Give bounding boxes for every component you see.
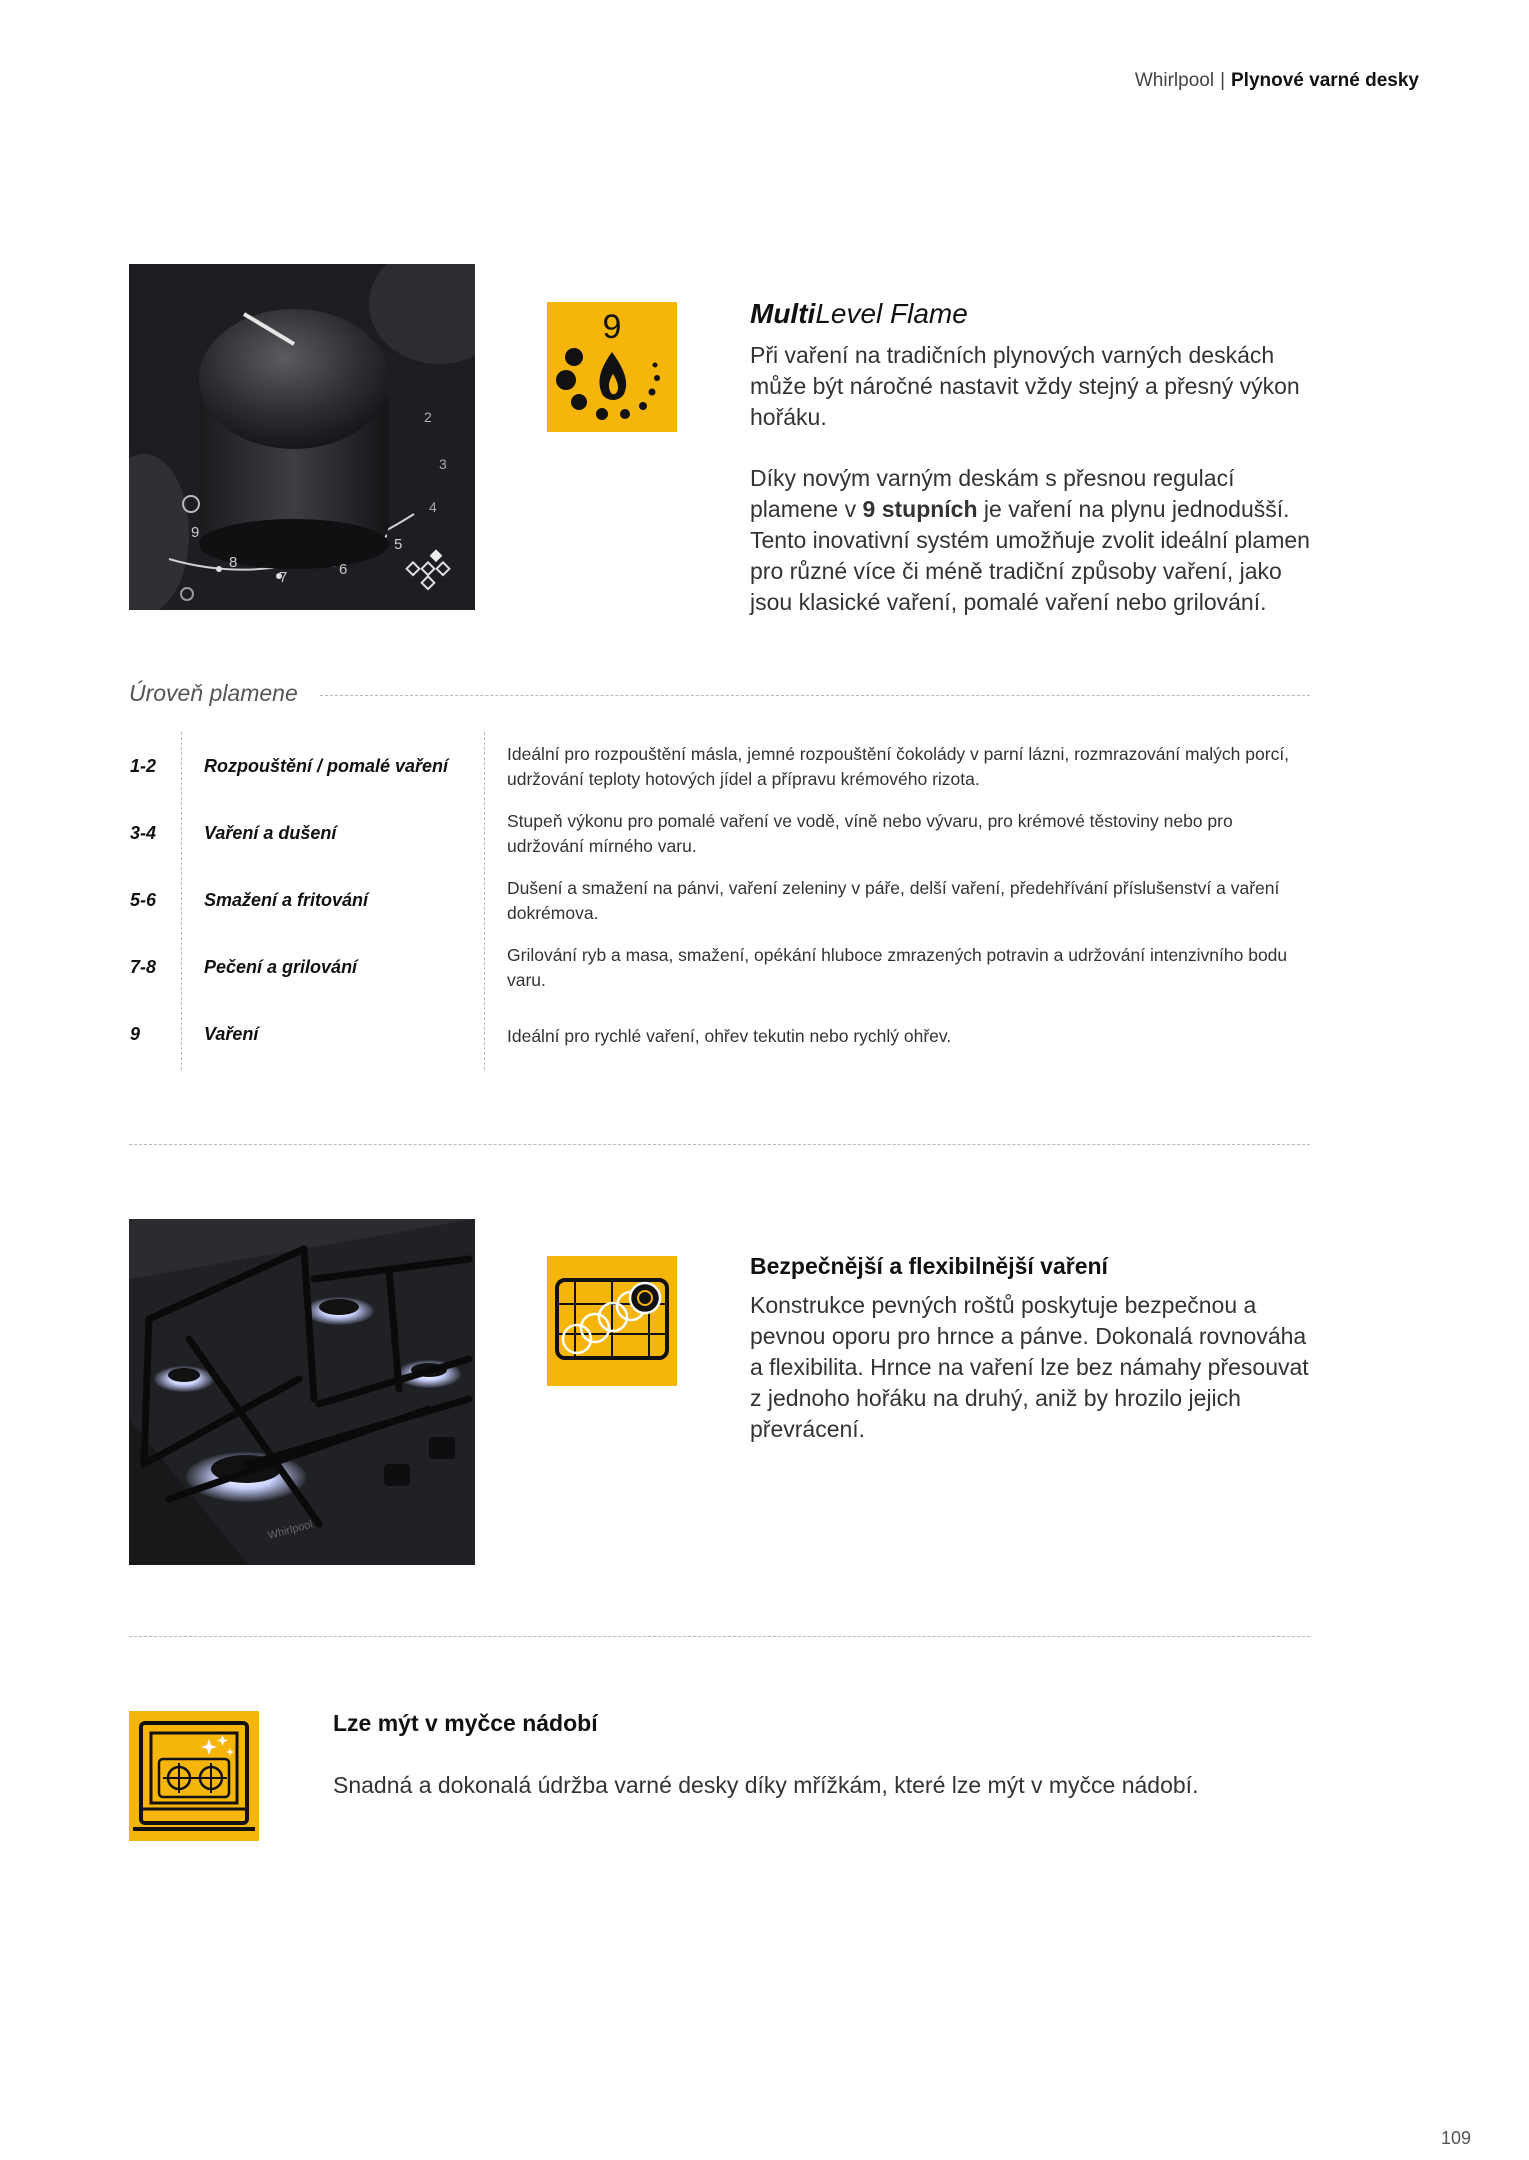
- knob-number-3: 3: [439, 456, 447, 472]
- flame-level-divider: [320, 695, 1310, 696]
- header-section: Plynové varné desky: [1231, 70, 1419, 91]
- multilevel-para2-bold: 9 stupních: [862, 496, 978, 522]
- table-row: [129, 1000, 1309, 1066]
- row-desc: Grilování ryb a masa, smažení, opékání hluboce zmrazených potravin a udržování intenzivního bodu varu.: [507, 945, 1288, 990]
- row-level: 1-2: [130, 756, 157, 776]
- row-desc: Stupeň výkonu pro pomalé vaření ve vodě, víně nebo vývaru, pro krémové těstoviny nebo pro udržování mírného varu.: [507, 811, 1233, 856]
- knob-number-8: 8: [229, 554, 238, 571]
- row-desc: Ideální pro rychlé vaření, ohřev tekutin nebo rychlý ohřev.: [507, 1026, 952, 1046]
- safety-title: Bezpečnější a flexibilnější vaření: [750, 1253, 1108, 1279]
- row-level: 7-8: [130, 957, 157, 977]
- knob-number-6: 6: [339, 561, 348, 578]
- hob-brand-label: Whirlpool: [266, 1518, 315, 1542]
- knob-number-2: 2: [424, 409, 432, 425]
- section-divider: [129, 1144, 1310, 1145]
- page-number: 109: [1440, 2128, 1471, 2148]
- knob-number-4: 4: [429, 499, 437, 515]
- row-name: Smažení a fritování: [204, 890, 369, 910]
- row-level: 9: [130, 1024, 141, 1044]
- row-name: Vaření: [204, 1024, 259, 1044]
- multilevel-para2-before: Díky novým varným deskám s přesnou regulací plamene v: [750, 465, 1235, 522]
- row-level: 3-4: [130, 823, 157, 843]
- knob-number-5: 5: [394, 536, 403, 553]
- row-name: Rozpouštění / pomalé vaření: [204, 756, 449, 776]
- row-desc: Dušení a smažení na pánvi, vaření zeleniny v páře, delší vaření, předehřívání příslušenství a vaření dokrémova.: [507, 878, 1280, 923]
- multilevel-body: [750, 340, 1325, 648]
- table-row: [129, 799, 1309, 865]
- row-name: Vaření a dušení: [204, 823, 337, 843]
- section-divider: [129, 1636, 1310, 1637]
- knob-number-7: 7: [279, 569, 288, 586]
- knob-photo: [129, 264, 475, 610]
- flame-level-9-icon: [547, 302, 677, 432]
- table-row: [129, 933, 1309, 999]
- header-separator: |: [1220, 70, 1225, 91]
- row-level: 5-6: [130, 890, 157, 910]
- running-header: [1135, 70, 1419, 92]
- multilevel-para2: [750, 463, 1325, 618]
- dishwasher-safe-icon: [129, 1711, 259, 1841]
- safety-text: Konstrukce pevných roštů poskytuje bezpečnou a pevnou oporu pro hrnce a pánve. Dokonalá rovnováha a flexibilita. Hrnce na vaření lze bez námahy přesouvat z jednoho hořáku na druhý, aniž by hrozilo jejich převrácení.: [750, 1292, 1309, 1442]
- knob-number-9: 9: [191, 524, 200, 541]
- multilevel-title-rest: Level Flame: [815, 298, 968, 329]
- table-row: [129, 866, 1309, 932]
- multilevel-para1: Při vaření na tradičních plynových varných deskách může být náročné nastavit vždy stejný a přesný výkon hořáku.: [750, 342, 1300, 430]
- multilevel-title-bold: Multi: [750, 298, 816, 329]
- dishwasher-text: Snadná a dokonalá údržba varné desky díky mřížkám, které lze mýt v myčce nádobí.: [333, 1772, 1199, 1798]
- row-desc: Ideální pro rozpouštění másla, jemné rozpouštění čokolády v parní lázni, rozmrazování malých porcí, udržování teploty hotových jídel a přípravu krémového rizota.: [507, 744, 1290, 789]
- header-brand: Whirlpool: [1134, 70, 1215, 91]
- table-row: [129, 732, 1309, 798]
- multilevel-para2-after: je vaření na plynu jednodušší. Tento inovativní systém umožňuje zvolit ideální plamen pro různé více či méně tradiční způsoby vaření, jako jsou klasické vaření, pomalé vaření nebo grilování.: [750, 496, 1310, 615]
- cast-iron-grid-icon: [547, 1256, 677, 1386]
- row-name: Pečení a grilování: [204, 957, 358, 977]
- hob-photo: [129, 1219, 475, 1565]
- flame-level-label: Úroveň plamene: [129, 680, 298, 706]
- dishwasher-title: Lze mýt v myčce nádobí: [333, 1710, 598, 1736]
- flame-level-number: 9: [602, 308, 622, 346]
- multilevel-title: [750, 298, 968, 330]
